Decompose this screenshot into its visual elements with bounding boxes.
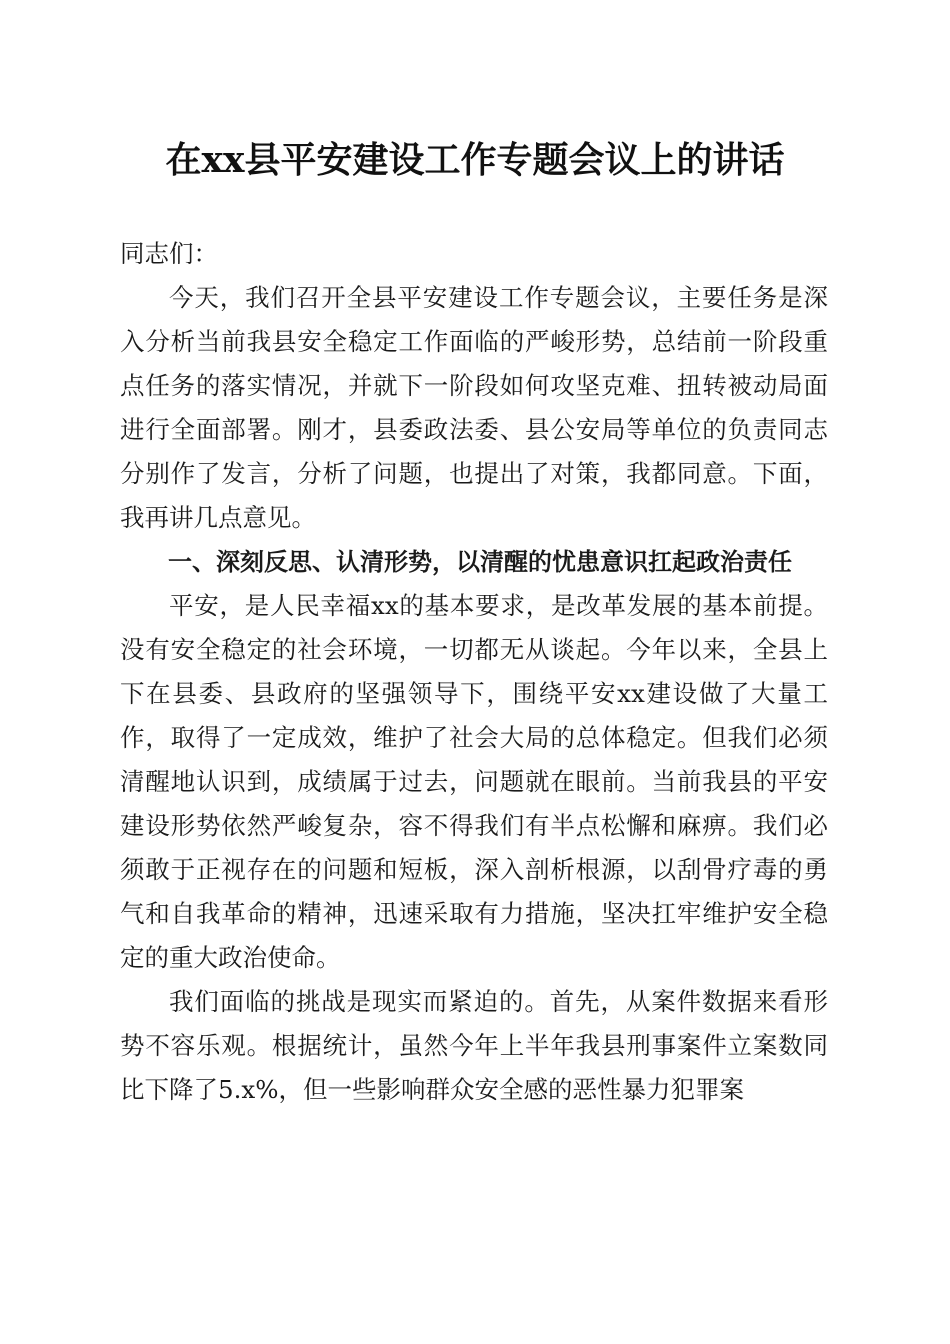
paragraph-intro: 今天，我们召开全县平安建设工作专题会议，主要任务是深入分析当前我县安全稳定工作面临的严峻形势，总结前一阶段重点任务的落实情况，并就下一阶段如何攻坚克难、扭转被动局面进行全面部署。刚才，县委政法委、县公安局等单位的负责同志分别作了发言，分析了问题，也提出了对策，我都同意。下面，我再讲几点意见。 — [120, 283, 828, 532]
salutation: 同志们： — [120, 239, 218, 268]
section-heading-1: 一、深刻反思、认清形势，以清醒的忧患意识扛起政治责任 — [168, 548, 792, 576]
document-body — [120, 232, 828, 1112]
document-title: 在xx县平安建设工作专题会议上的讲话 — [165, 139, 785, 181]
paragraph-safety: 平安，是人民幸福xx的基本要求，是改革发展的基本前提。没有安全稳定的社会环境，一切都无从谈起。今年以来，全县上下在县委、县政府的坚强领导下，围绕平安xx建设做了大量工作，取得了一定成效，维护了社会大局的总体稳定。但我们必须清醒地认识到，成绩属于过去，问题就在眼前。当前我县的平安建设形势依然严峻复杂，容不得我们有半点松懈和麻痹。我们必须敢于正视存在的问题和短板，深入剖析根源，以刮骨疗毒的勇气和自我革命的精神，迅速采取有力措施，坚决扛牢维护安全稳定的重大政治使命。 — [120, 591, 828, 972]
paragraph-challenges: 我们面临的挑战是现实而紧迫的。首先，从案件数据来看形势不容乐观。根据统计，虽然今年上半年我县刑事案件立案数同比下降了5.x%，但一些影响群众安全感的恶性暴力犯罪案 — [120, 987, 828, 1104]
